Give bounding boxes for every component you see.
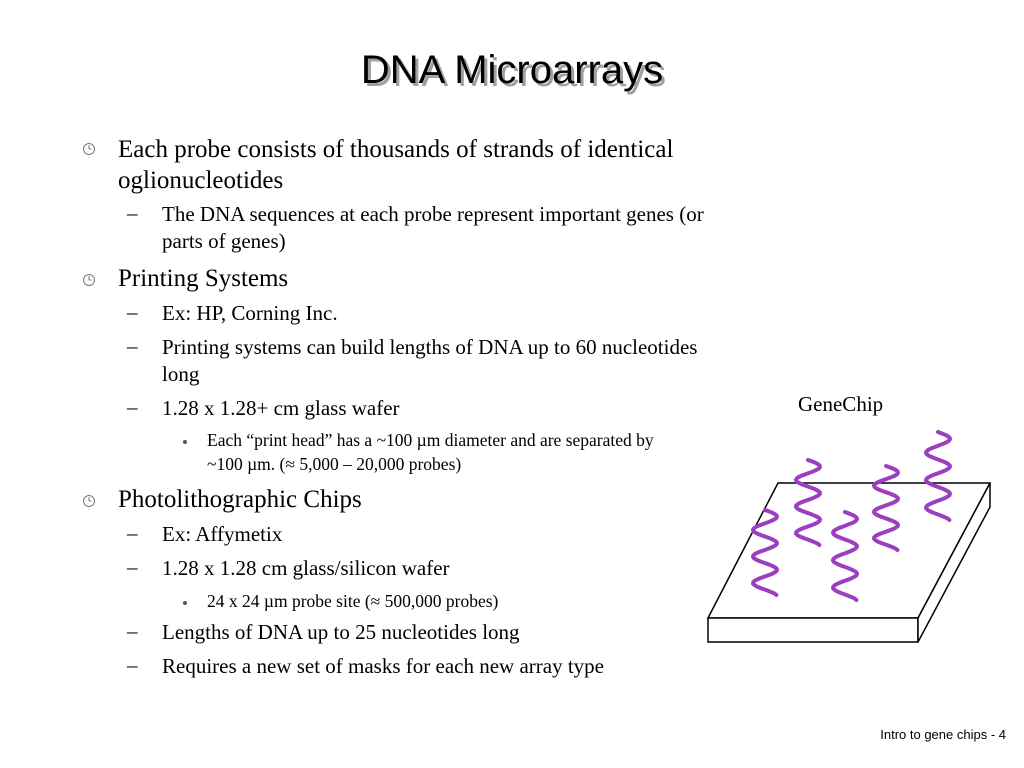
bullet-printing-systems: Printing Systems	[118, 265, 289, 292]
dash-marker: –	[127, 334, 138, 358]
sub-bullet-photo-masks: Requires a new set of masks for each new array type	[162, 654, 604, 678]
dot-marker	[183, 440, 187, 444]
dash-marker: –	[127, 201, 138, 225]
slide-title: DNA Microarrays	[360, 48, 664, 92]
clock-bullet-icon	[82, 273, 96, 287]
sub-bullet-printing-wafer: 1.28 x 1.28+ cm glass wafer	[162, 396, 400, 420]
clock-bullet-icon	[82, 142, 96, 156]
bullet-photolithographic-chips: Photolithographic Chips	[118, 486, 362, 513]
bullet-probe-composition: Each probe consists of thousands of strands of identical oglionucleotides	[118, 136, 674, 194]
sub-bullet-dna-sequences: The DNA sequences at each probe represent important genes (or parts of genes)	[162, 202, 704, 253]
clock-bullet-icon	[82, 494, 96, 508]
dash-marker: –	[127, 619, 138, 643]
dash-marker: –	[127, 521, 138, 545]
genechip-illustration	[700, 420, 1000, 650]
slide-footer: Intro to gene chips - 4	[880, 727, 1006, 742]
sub-bullet-printing-lengths: Printing systems can build lengths of DNA up to 60 nucleotides long	[162, 335, 698, 386]
detail-probe-site: 24 x 24 µm probe site (≈ 500,000 probes)	[207, 591, 499, 611]
dash-marker: –	[127, 395, 138, 419]
genechip-label: GeneChip	[798, 392, 884, 416]
sub-bullet-photo-example: Ex: Affymetix	[162, 522, 283, 546]
sub-bullet-photo-lengths: Lengths of DNA up to 25 nucleotides long	[162, 620, 520, 644]
dash-marker: –	[127, 653, 138, 677]
sub-bullet-printing-examples: Ex: HP, Corning Inc.	[162, 301, 338, 325]
sub-bullet-photo-wafer: 1.28 x 1.28 cm glass/silicon wafer	[162, 556, 450, 580]
dot-marker	[183, 601, 187, 605]
chip-front-face	[708, 618, 918, 642]
dash-marker: –	[127, 555, 138, 579]
detail-print-head: Each “print head” has a ~100 µm diameter and are separated by ~100 µm. (≈ 5,000 – 20,000 probes)	[207, 430, 654, 474]
dash-marker: –	[127, 300, 138, 324]
